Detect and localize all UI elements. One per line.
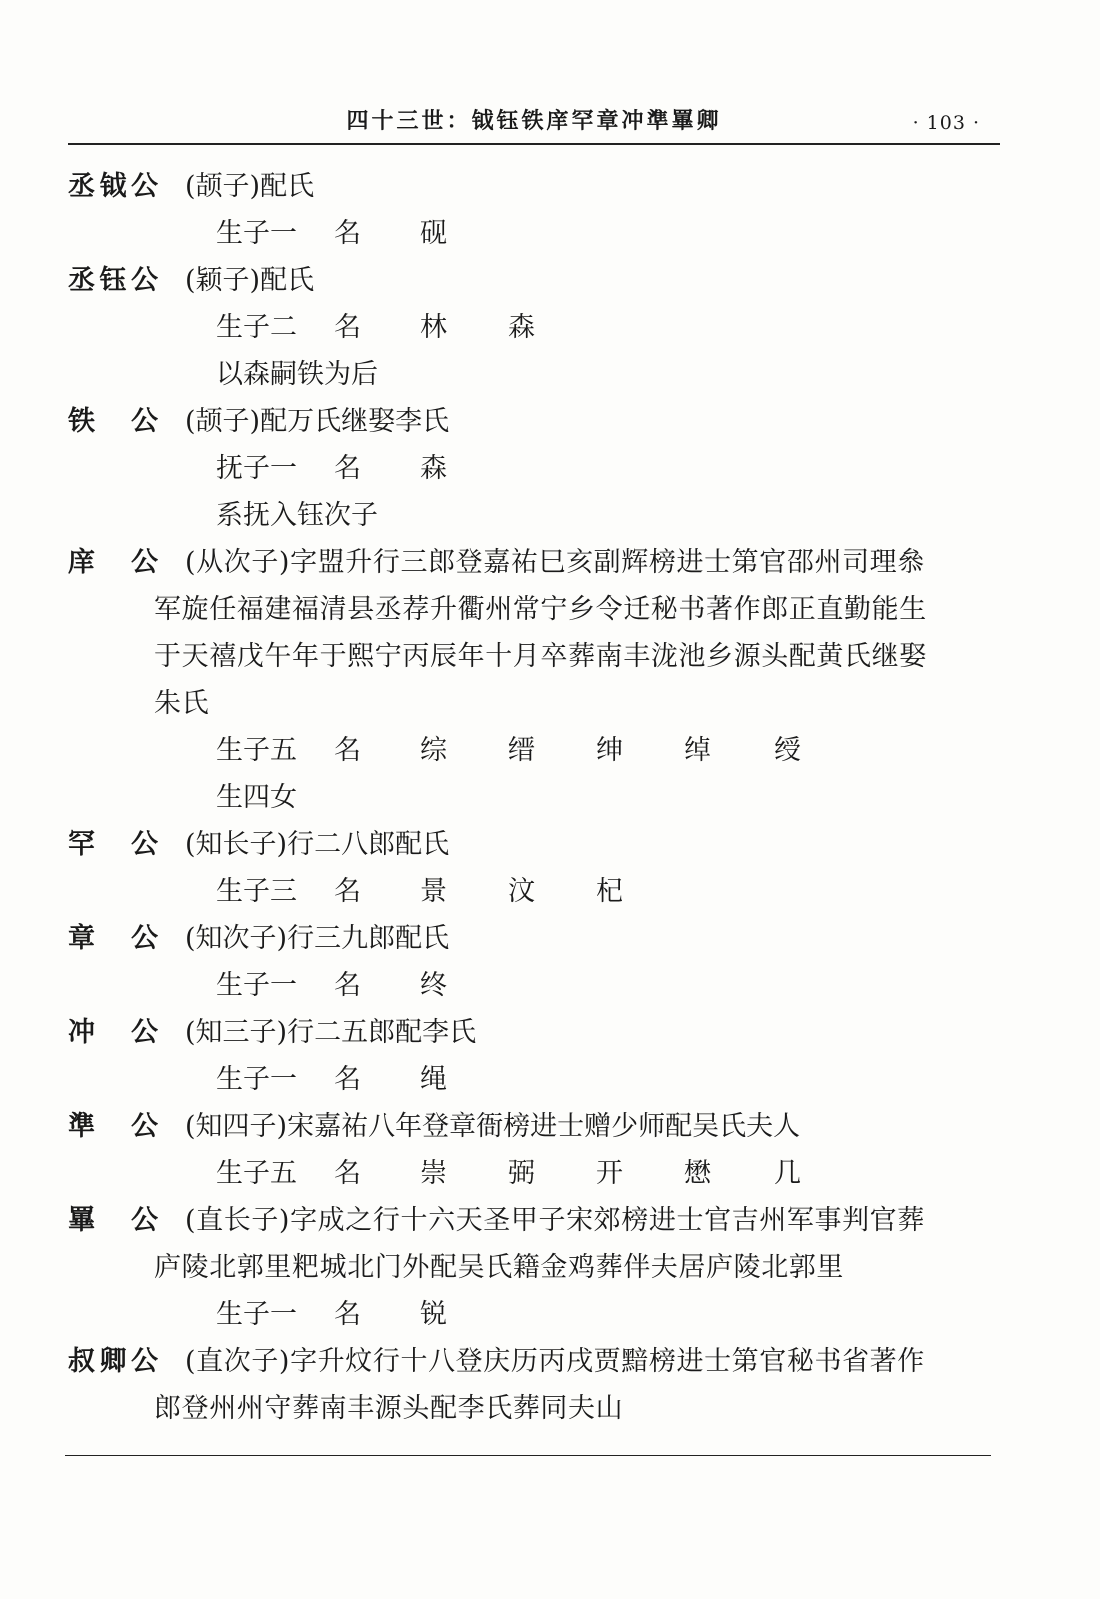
child-name: 终: [420, 970, 447, 1001]
entry-heading: [68, 1009, 1008, 1056]
entry-heading: [68, 163, 1008, 210]
genealogy-entry: [68, 1197, 1008, 1338]
description-line: 于天禧戊午年于熙宁丙辰年十月卒葬南丰泷池乡源头配黄氏继娶: [154, 641, 927, 672]
person-name: 準 公: [68, 1111, 158, 1142]
offspring-note: 生四女: [216, 782, 297, 813]
offspring-line: [68, 445, 1008, 492]
names-label: 名: [334, 876, 361, 907]
entry-heading: [68, 398, 1008, 445]
offspring-count: 生子二: [216, 312, 297, 343]
child-name: 懋: [684, 1158, 711, 1189]
offspring-line: [68, 868, 1008, 915]
child-name: 绅: [596, 735, 623, 766]
child-name: 几: [774, 1158, 801, 1189]
genealogy-entry: [68, 539, 1008, 821]
description-line: 庐陵北郭里粑城北门外配吴氏籍金鸡葬伴夫居庐陵北郭里: [154, 1252, 844, 1283]
genealogy-entries: [68, 163, 1008, 1432]
person-description: (颖子)配氏: [185, 265, 315, 296]
person-description: (知四子)宋嘉祐八年登章衙榜进士赠少师配吴氏夫人: [185, 1111, 801, 1142]
child-name: 综: [420, 735, 447, 766]
entry-heading: [68, 915, 1008, 962]
offspring-count: 生子五: [216, 1158, 297, 1189]
child-name: 锐: [420, 1299, 447, 1330]
header-title: 四十三世：钺钰铁庠罕章冲準罼卿: [346, 109, 722, 134]
description-line: 郎登州州守葬南丰源头配李氏葬同夫山: [154, 1393, 624, 1424]
names-label: 名: [334, 218, 361, 249]
offspring-count: 抚子一: [216, 453, 297, 484]
child-name: 弼: [508, 1158, 535, 1189]
offspring-count: 生子三: [216, 876, 297, 907]
header-rule: [68, 143, 1000, 145]
person-name: 叔 卿 公: [68, 1346, 158, 1377]
person-name: 章 公: [68, 923, 158, 954]
entry-heading: [68, 1103, 1008, 1150]
offspring-line: [68, 774, 1008, 821]
description-line: (从次子)字盟升行三郎登嘉祐巳亥副辉榜进士第官邵州司理叅: [185, 547, 925, 578]
person-description: (颉子)配氏: [185, 171, 315, 202]
offspring-count: 生子一: [216, 970, 297, 1001]
genealogy-entry: [68, 915, 1008, 1009]
child-name: 森: [508, 312, 535, 343]
person-name: 丞 钺 公: [68, 171, 158, 202]
entry-heading: [68, 257, 1008, 304]
genealogy-entry: [68, 1009, 1008, 1103]
offspring-note: 系抚入钰次子: [216, 500, 378, 531]
names-label: 名: [334, 970, 361, 1001]
offspring-line: [68, 1150, 1008, 1197]
offspring-count: 生子一: [216, 1299, 297, 1330]
running-header: [68, 104, 1000, 140]
description-line: 朱氏: [154, 688, 210, 719]
offspring-line: [68, 727, 1008, 774]
child-name: 汶: [508, 876, 535, 907]
offspring-line: [68, 1056, 1008, 1103]
child-name: 缙: [508, 735, 535, 766]
person-name: 铁 公: [68, 406, 158, 437]
person-name: 丞 钰 公: [68, 265, 158, 296]
child-name: 森: [420, 453, 447, 484]
description-line: (直长子)字成之行十六天圣甲子宋郊榜进士官吉州军事判官葬: [185, 1205, 925, 1236]
offspring-line: [68, 210, 1008, 257]
description-line: (直次子)字升炆行十八登庆历丙戌贾黯榜进士第官秘书省著作: [185, 1346, 925, 1377]
person-name: 罕 公: [68, 829, 158, 860]
offspring-line: [68, 962, 1008, 1009]
child-name: 崇: [420, 1158, 447, 1189]
child-name: 杞: [596, 876, 623, 907]
child-name: 绳: [420, 1064, 447, 1095]
genealogy-entry: [68, 1103, 1008, 1197]
entry-heading: [68, 821, 1008, 868]
names-label: 名: [334, 453, 361, 484]
offspring-count: 生子五: [216, 735, 297, 766]
person-name: 庠 公: [68, 547, 158, 578]
child-name: 绰: [684, 735, 711, 766]
offspring-line: [68, 492, 1008, 539]
child-name: 绶: [774, 735, 801, 766]
child-name: 景: [420, 876, 447, 907]
offspring-count: 生子一: [216, 1064, 297, 1095]
offspring-line: [68, 1291, 1008, 1338]
footer-rule: [65, 1455, 991, 1456]
person-name: 罼 公: [68, 1205, 158, 1236]
child-name: 砚: [420, 218, 447, 249]
genealogy-entry: [68, 821, 1008, 915]
names-label: 名: [334, 1064, 361, 1095]
names-label: 名: [334, 735, 361, 766]
genealogy-entry: [68, 398, 1008, 539]
names-label: 名: [334, 312, 361, 343]
person-description: (知长子)行二八郎配氏: [185, 829, 450, 860]
person-description: (知次子)行三九郎配氏: [185, 923, 450, 954]
names-label: 名: [334, 1299, 361, 1330]
person-description: (知三子)行二五郎配李氏: [185, 1017, 477, 1048]
offspring-count: 生子一: [216, 218, 297, 249]
person-name: 冲 公: [68, 1017, 158, 1048]
names-label: 名: [334, 1158, 361, 1189]
child-name: 开: [596, 1158, 623, 1189]
person-description: (颉子)配万氏继娶李氏: [185, 406, 450, 437]
genealogy-entry: [68, 163, 1008, 257]
description-line: 军旋任福建福清县丞荐升衢州常宁乡令迁秘书著作郎正直勤能生: [154, 594, 927, 625]
offspring-line: [68, 304, 1008, 351]
genealogy-entry: [68, 257, 1008, 398]
offspring-line: [68, 351, 1008, 398]
genealogy-entry: [68, 1338, 1008, 1432]
child-name: 林: [420, 312, 447, 343]
page-number: · 103 ·: [912, 112, 980, 134]
offspring-note: 以森嗣铁为后: [216, 359, 378, 390]
